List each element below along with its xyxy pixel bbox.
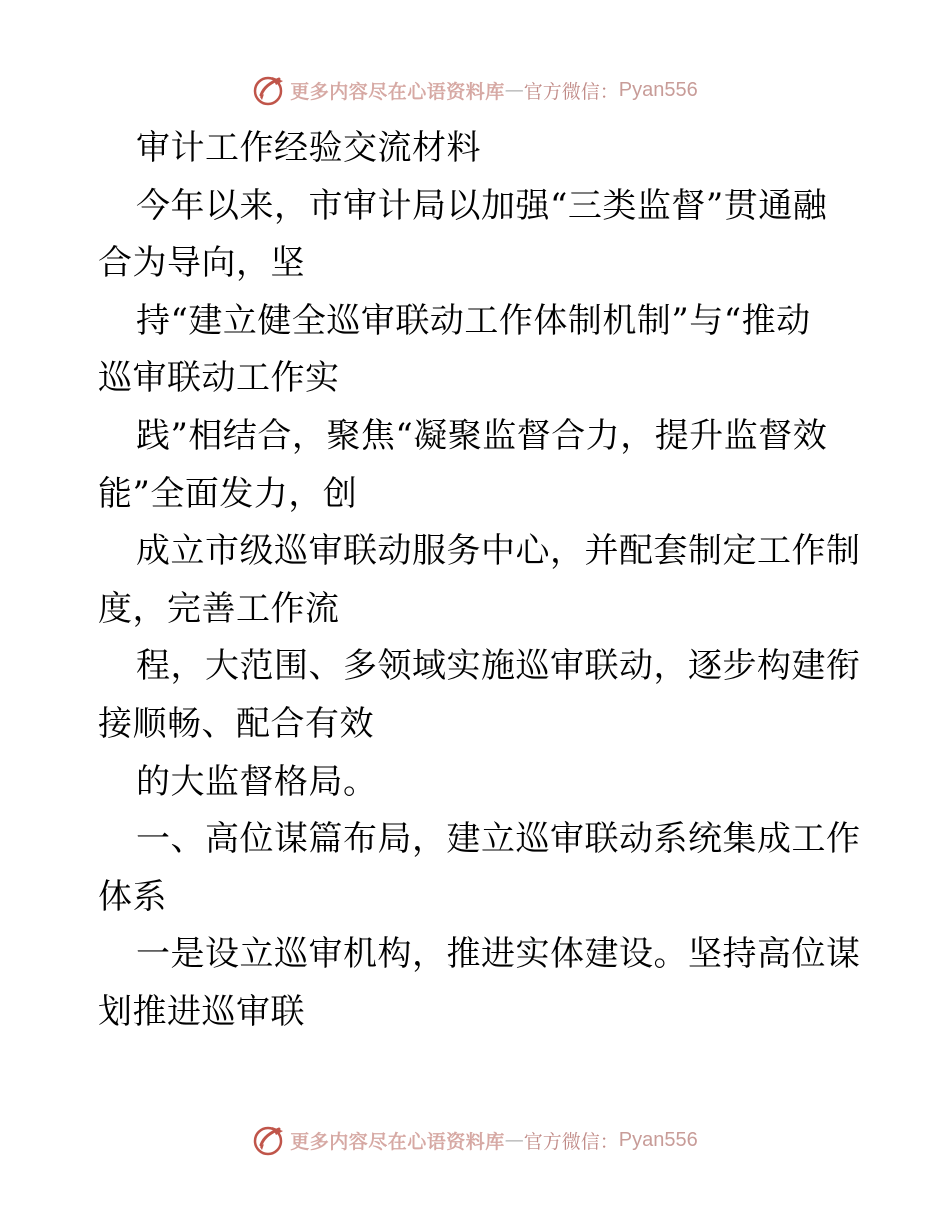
footer-wechat-label: 官方微信： [523, 1130, 619, 1153]
paragraph-line: 度，完善工作流 [98, 588, 340, 629]
pen-logo-icon [252, 1123, 286, 1157]
header-banner-content [252, 73, 698, 107]
paragraph-line: 一是设立巡审机构，推进实体建设。坚持高位谋 [136, 934, 861, 975]
header-wechat-id: Pyan556 [618, 78, 698, 101]
paragraph-line: 践”相结合，聚焦“凝聚监督合力，提升监督效 [136, 415, 828, 456]
header-banner-dash: — [504, 79, 524, 101]
header-banner [0, 70, 950, 110]
paragraph-line: 合为导向，坚 [98, 243, 305, 284]
paragraph-line: 巡审联动工作实 [98, 358, 340, 399]
paragraph-line: 的大监督格局。 [136, 761, 378, 802]
section-heading-continued: 体系 [98, 876, 167, 917]
document-title: 审计工作经验交流材料 [136, 128, 481, 168]
paragraph-line: 持“建立健全巡审联动工作体制机制”与“推动 [136, 300, 811, 341]
footer-banner-dash: — [504, 1129, 524, 1151]
section-heading: 一、高位谋篇布局，建立巡审联动系统集成工作 [136, 819, 861, 860]
paragraph-line: 成立市级巡审联动服务中心，并配套制定工作制 [136, 531, 861, 572]
header-wechat-label: 官方微信： [523, 80, 619, 103]
footer-banner-content [252, 1123, 698, 1157]
header-banner-text: 更多内容尽在心语资料库 [290, 80, 505, 103]
footer-banner [0, 1120, 950, 1160]
pen-logo-icon [252, 73, 286, 107]
footer-banner-text: 更多内容尽在心语资料库 [290, 1130, 505, 1153]
document-body [98, 120, 861, 1042]
paragraph-line: 划推进巡审联 [98, 991, 305, 1032]
footer-wechat-id: Pyan556 [618, 1128, 698, 1151]
paragraph-line: 能”全面发力，创 [98, 473, 358, 514]
paragraph-line: 今年以来，市审计局以加强“三类监督”贯通融 [136, 185, 828, 226]
paragraph-line: 程，大范围、多领域实施巡审联动，逐步构建衔 [136, 646, 861, 687]
paragraph-line: 接顺畅、配合有效 [98, 703, 374, 744]
